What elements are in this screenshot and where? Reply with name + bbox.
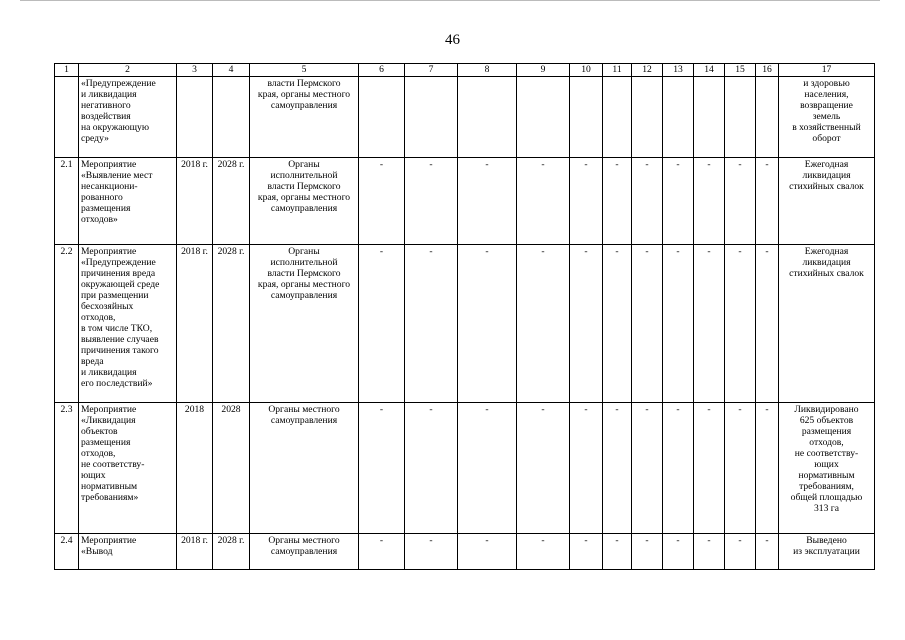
funding-cell: -	[694, 245, 725, 403]
funding-cell: -	[517, 158, 570, 245]
header-cell: 14	[694, 64, 725, 77]
funding-cell: -	[405, 403, 458, 534]
funding-cell: -	[603, 403, 632, 534]
funding-cell: -	[570, 158, 603, 245]
funding-cell: -	[517, 245, 570, 403]
funding-cell: -	[663, 158, 694, 245]
funding-cell: -	[725, 403, 756, 534]
funding-cell	[632, 77, 663, 158]
activities-table	[54, 63, 875, 570]
executor-cell: Органы местного самоуправления	[250, 534, 359, 570]
executor-cell: Органы местного самоуправления	[250, 403, 359, 534]
funding-cell: -	[663, 403, 694, 534]
result-cell: Ежегодная ликвидация стихийных свалок	[779, 245, 875, 403]
header-cell: 11	[603, 64, 632, 77]
end-year-cell: 2028 г.	[213, 534, 250, 570]
funding-cell: -	[756, 403, 779, 534]
start-year-cell: 2018	[177, 403, 213, 534]
funding-cell: -	[405, 158, 458, 245]
row-number-cell: 2.1	[55, 158, 79, 245]
funding-cell	[359, 77, 405, 158]
result-cell: и здоровью населения, возвращение земель в хозяйственный оборот	[779, 77, 875, 158]
funding-cell: -	[359, 403, 405, 534]
end-year-cell: 2028 г.	[213, 158, 250, 245]
header-cell: 1	[55, 64, 79, 77]
funding-cell: -	[632, 245, 663, 403]
executor-cell: Органы исполнительной власти Пермского края, органы местного самоуправления	[250, 245, 359, 403]
funding-cell	[694, 77, 725, 158]
header-cell: 3	[177, 64, 213, 77]
funding-cell	[458, 77, 517, 158]
funding-cell: -	[458, 245, 517, 403]
header-cell: 6	[359, 64, 405, 77]
activity-name-cell: Мероприятие «Ликвидация объектов размещения отходов, не соответству- ющих нормативным требованиям»	[79, 403, 177, 534]
funding-cell: -	[603, 534, 632, 570]
funding-cell: -	[603, 245, 632, 403]
funding-cell: -	[694, 403, 725, 534]
funding-cell: -	[725, 534, 756, 570]
funding-cell: -	[756, 534, 779, 570]
header-cell: 7	[405, 64, 458, 77]
activity-name-cell: Мероприятие «Предупреждение причинения вреда окружающей среде при размещении бесхозяйных отходов, в том числе ТКО, выявление случаев причинения такого вреда и ликвидация его последствий»	[79, 245, 177, 403]
funding-cell: -	[756, 158, 779, 245]
funding-cell: -	[458, 158, 517, 245]
funding-cell: -	[517, 534, 570, 570]
row-number-cell	[55, 77, 79, 158]
start-year-cell: 2018 г.	[177, 158, 213, 245]
funding-cell	[663, 77, 694, 158]
end-year-cell: 2028	[213, 403, 250, 534]
result-cell: Ежегодная ликвидация стихийных свалок	[779, 158, 875, 245]
header-row	[55, 64, 875, 77]
end-year-cell	[213, 77, 250, 158]
start-year-cell: 2018 г.	[177, 534, 213, 570]
funding-cell	[756, 77, 779, 158]
table-row	[55, 534, 875, 570]
result-cell: Ликвидировано 625 объектов размещения отходов, не соответству- ющих нормативным требованиям, общей площадью 313 га	[779, 403, 875, 534]
header-cell: 17	[779, 64, 875, 77]
top-rule	[20, 0, 880, 1]
header-cell: 16	[756, 64, 779, 77]
row-number-cell: 2.2	[55, 245, 79, 403]
table-row	[55, 77, 875, 158]
funding-cell	[517, 77, 570, 158]
funding-cell: -	[632, 403, 663, 534]
header-cell: 15	[725, 64, 756, 77]
header-cell: 4	[213, 64, 250, 77]
funding-cell: -	[570, 534, 603, 570]
end-year-cell: 2028 г.	[213, 245, 250, 403]
funding-cell: -	[517, 403, 570, 534]
executor-cell: власти Пермского края, органы местного самоуправления	[250, 77, 359, 158]
funding-cell: -	[359, 245, 405, 403]
funding-cell: -	[756, 245, 779, 403]
funding-cell: -	[663, 245, 694, 403]
header-cell: 5	[250, 64, 359, 77]
activity-name-cell: «Предупреждение и ликвидация негативного воздействия на окружающую среду»	[79, 77, 177, 158]
funding-cell: -	[359, 158, 405, 245]
table-row	[55, 403, 875, 534]
funding-cell	[725, 77, 756, 158]
activity-name-cell: Мероприятие «Выявление мест несанкциони- рованного размещения отходов»	[79, 158, 177, 245]
start-year-cell: 2018 г.	[177, 245, 213, 403]
funding-cell: -	[663, 534, 694, 570]
funding-cell: -	[632, 534, 663, 570]
header-cell: 9	[517, 64, 570, 77]
funding-cell: -	[725, 158, 756, 245]
funding-cell: -	[694, 158, 725, 245]
funding-cell: -	[603, 158, 632, 245]
page-number: 46	[445, 32, 460, 48]
funding-cell: -	[405, 534, 458, 570]
table-row	[55, 245, 875, 403]
funding-cell: -	[694, 534, 725, 570]
start-year-cell	[177, 77, 213, 158]
row-number-cell: 2.3	[55, 403, 79, 534]
funding-cell: -	[725, 245, 756, 403]
funding-cell: -	[570, 245, 603, 403]
funding-cell: -	[359, 534, 405, 570]
funding-cell: -	[458, 534, 517, 570]
header-cell: 2	[79, 64, 177, 77]
table-row	[55, 158, 875, 245]
header-cell: 8	[458, 64, 517, 77]
funding-cell: -	[405, 245, 458, 403]
header-cell: 13	[663, 64, 694, 77]
header-cell: 10	[570, 64, 603, 77]
funding-cell: -	[570, 403, 603, 534]
header-cell: 12	[632, 64, 663, 77]
funding-cell: -	[632, 158, 663, 245]
funding-cell	[405, 77, 458, 158]
funding-cell: -	[458, 403, 517, 534]
activity-name-cell: Мероприятие «Вывод	[79, 534, 177, 570]
result-cell: Выведено из эксплуатации	[779, 534, 875, 570]
funding-cell	[603, 77, 632, 158]
executor-cell: Органы исполнительной власти Пермского края, органы местного самоуправления	[250, 158, 359, 245]
funding-cell	[570, 77, 603, 158]
row-number-cell: 2.4	[55, 534, 79, 570]
